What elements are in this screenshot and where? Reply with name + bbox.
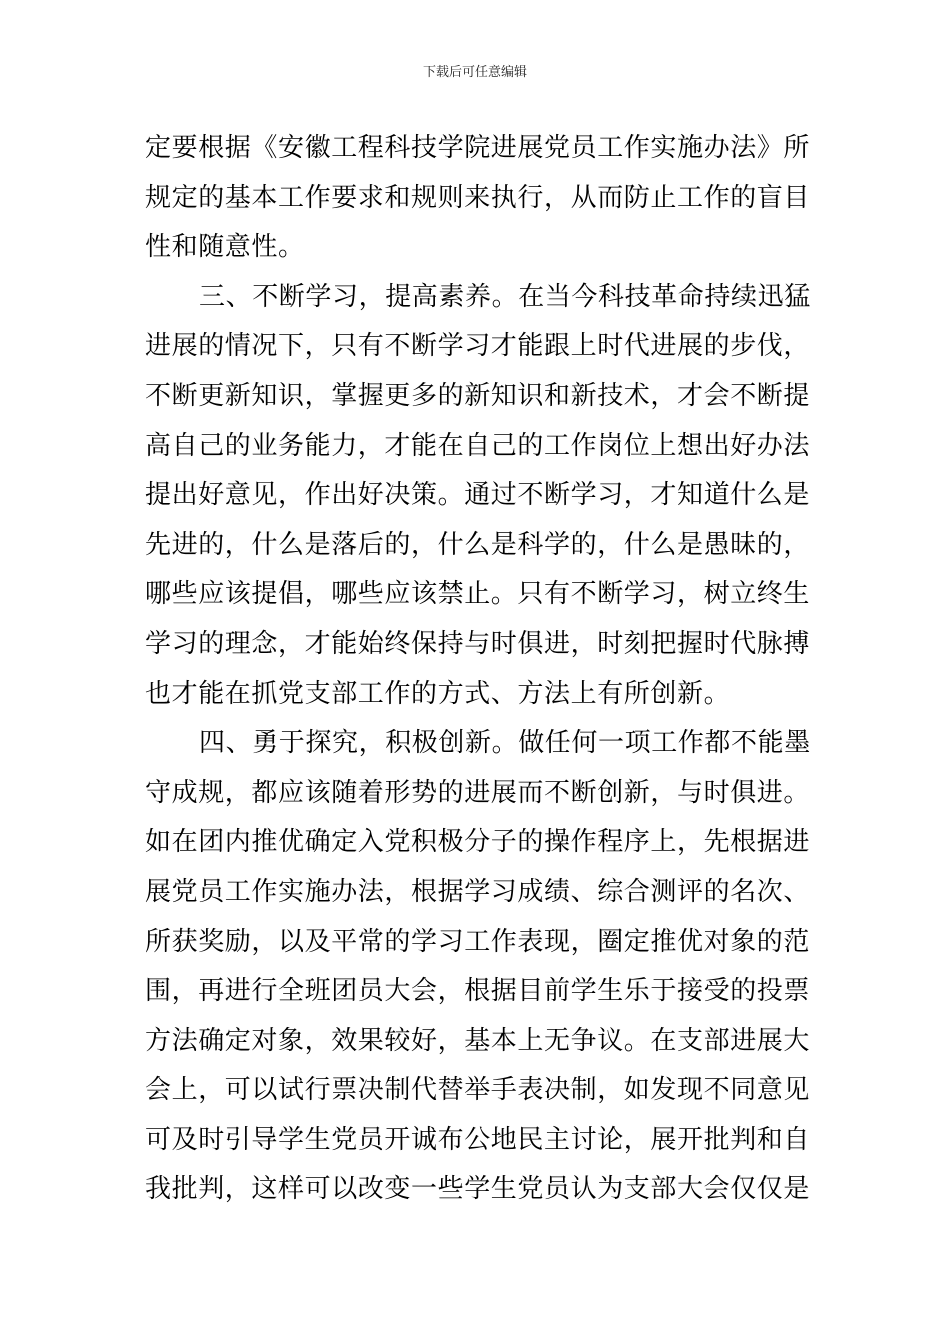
text-line: 展党员工作实施办法，根据学习成绩、综合测评的名次、 [145,876,811,907]
text-line: 先进的，什么是落后的，什么是科学的，什么是愚昧的， [145,529,811,560]
document-body [145,124,825,1215]
text-line: 哪些应该提倡，哪些应该禁止。只有不断学习，树立终生 [145,579,811,610]
text-line: 不断更新知识，掌握更多的新知识和新技术，才会不断提 [145,380,811,411]
text-line: 所获奖励，以及平常的学习工作表现，圈定推优对象的范 [145,926,811,957]
text-line: 规定的基本工作要求和规则来执行，从而防止工作的盲目 [145,182,811,213]
text-line: 也才能在抓党支部工作的方式、方法上有所创新。 [145,678,731,709]
text-line: 围，再进行全班团员大会，根据目前学生乐于接受的投票 [145,976,811,1007]
text-line: 进展的情况下，只有不断学习才能跟上时代进展的步伐， [145,331,811,362]
text-line: 守成规，都应该随着形势的进展而不断创新，与时俱进。 [145,777,811,808]
text-line: 会上，可以试行票决制代替举手表决制，如发现不同意见 [145,1075,811,1106]
text-line: 提出好意见，作出好决策。通过不断学习，才知道什么是 [145,480,811,511]
text-line: 高自己的业务能力，才能在自己的工作岗位上想出好办法 [145,430,811,461]
text-line: 我批判，这样可以改变一些学生党员认为支部大会仅仅是 [145,1174,811,1205]
text-line: 性和随意性。 [145,232,305,263]
text-line: 学习的理念，才能始终保持与时俱进，时刻把握时代脉搏 [145,628,811,659]
text-line: 定要根据《安徽工程科技学院进展党员工作实施办法》所 [145,133,811,163]
text-line: 可及时引导学生党员开诚布公地民主讨论，展开批判和自 [145,1124,811,1155]
page-header: 下载后可任意编辑 [422,65,527,80]
text-line: 如在团内推优确定入党积极分子的操作程序上，先根据进 [145,827,811,858]
text-line: 方法确定对象，效果较好，基本上无争议。在支部进展大 [145,1025,811,1056]
paragraph-start-line: 三、不断学习，提高素养。在当今科技革命持续迅猛 [199,281,811,312]
paragraph-start-line: 四、勇于探究，积极创新。做任何一项工作都不能墨 [199,728,811,759]
